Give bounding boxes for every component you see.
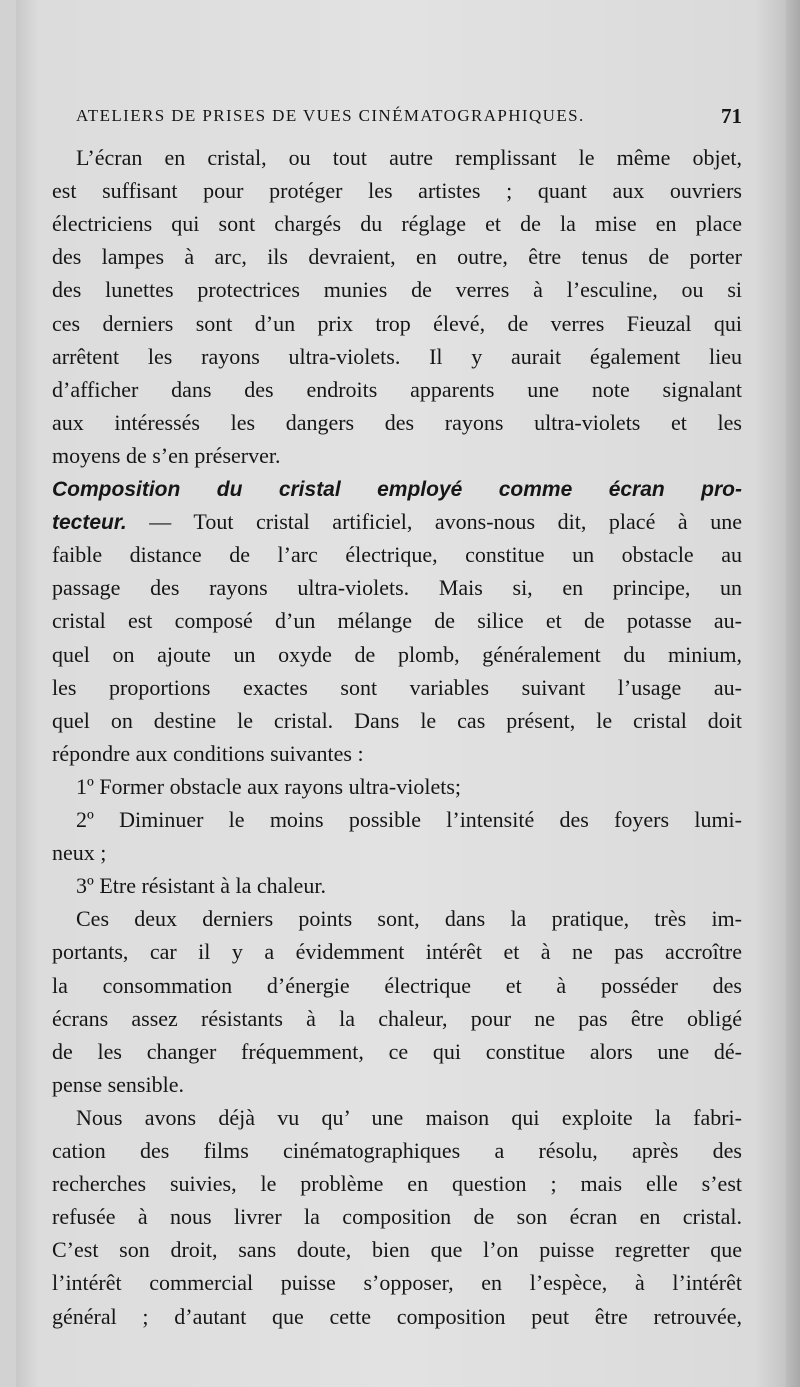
text-line: [52, 936, 742, 968]
text-line: [76, 903, 742, 935]
text-line: [52, 639, 742, 671]
line-text: de les changer fréquemment, ce qui constitue alors une dé-: [52, 1038, 742, 1064]
line-text: refusée à nous livrer la composition de son écran en cristal.: [52, 1204, 742, 1230]
line-text: Nous avons déjà vu qu’ une maison qui exploite la fabri-: [76, 1104, 742, 1130]
line-text: L’écran en cristal, ou tout autre remplissant le même objet,: [76, 145, 742, 170]
text-line: [76, 804, 742, 836]
line-text: aux intéressés les dangers des rayons ultra-violets et les: [52, 409, 742, 435]
text-line: [52, 539, 742, 571]
text-line: [52, 440, 742, 472]
text-line: [52, 572, 742, 604]
text-line: [52, 705, 742, 737]
line-text: les proportions exactes sont variables suivant l’usage au-: [52, 674, 742, 700]
section-heading: tecteur.: [52, 511, 127, 535]
line-text: cristal est composé d’un mélange de silice et de potasse au-: [52, 608, 742, 634]
text-line: [76, 870, 742, 902]
text-line: [52, 241, 742, 273]
text-line: [52, 208, 742, 240]
line-text: des lampes à arc, ils devraient, en outre, être tenus de porter: [52, 244, 742, 270]
line-text: passage des rayons ultra-violets. Mais si, en principe, un: [52, 575, 742, 601]
text-line: [52, 506, 742, 538]
text-line: [52, 1069, 742, 1101]
text-line: [52, 308, 742, 340]
text-line: [52, 473, 742, 505]
text-line: [52, 672, 742, 704]
running-head: [76, 101, 742, 131]
text-line: [52, 1003, 742, 1035]
text-line: [52, 1201, 742, 1233]
line-text: arrêtent les rayons ultra-violets. Il y aurait également lieu: [52, 343, 742, 369]
line-text: ces derniers sont d’un prix trop élevé, de verres Fieuzal qui: [52, 310, 742, 336]
page-number: 71: [721, 104, 742, 128]
text-line: [52, 407, 742, 439]
line-text: Ces deux derniers points sont, dans la pratique, très im-: [76, 906, 742, 932]
section-heading: Composition du cristal employé comme écran pro-: [52, 478, 742, 501]
text-line: [52, 605, 742, 637]
scan-edge: [786, 0, 800, 1387]
text-line: [76, 142, 742, 174]
line-text: faible distance de l’arc électrique, constitue un obstacle au: [52, 542, 742, 568]
line-text: la consommation d’énergie électrique et à posséder des: [52, 972, 742, 998]
text-line: [52, 738, 742, 770]
line-text: pense sensible.: [52, 1071, 184, 1097]
text-line: [52, 274, 742, 306]
line-text: quel on ajoute un oxyde de plomb, généralement du minium,: [52, 641, 742, 667]
line-text: moyens de s’en préserver.: [52, 442, 281, 468]
line-text: C’est son droit, sans doute, bien que l’on puisse regretter que: [52, 1237, 742, 1263]
line-text: des lunettes protectrices munies de verres à l’esculine, ou si: [52, 277, 742, 303]
text-line: [52, 1301, 742, 1333]
line-text: 3º Etre résistant à la chaleur.: [76, 873, 326, 899]
text-line: [76, 771, 742, 803]
text-line: [52, 1267, 742, 1299]
line-text: 2º Diminuer le moins possible l’intensité des foyers lumi-: [76, 807, 742, 832]
line-text: est suffisant pour protéger les artistes ; quant aux ouvriers: [52, 178, 742, 204]
text-line: [52, 1036, 742, 1068]
line-text: recherches suivies, le problème en question ; mais elle s’est: [52, 1171, 742, 1197]
text-line: [52, 1168, 742, 1200]
line-text: portants, car il y a évidemment intérêt et à ne pas accroître: [52, 939, 742, 965]
running-head-title: ATELIERS DE PRISES DE VUES CINÉMATOGRAPHIQUES.: [76, 106, 585, 125]
text-line: [52, 374, 742, 406]
line-text: répondre aux conditions suivantes :: [52, 740, 364, 766]
line-text: général ; d’autant que cette composition peut être retrouvée,: [52, 1303, 742, 1329]
text-line: [52, 970, 742, 1002]
line-text: — Tout cristal artificiel, avons-nous dit, placé à une: [126, 509, 742, 535]
text-line: [52, 837, 742, 869]
line-text: d’afficher dans des endroits apparents une note signalant: [52, 376, 742, 402]
line-text: l’intérêt commercial puisse s’opposer, en l’espèce, à l’intérêt: [52, 1270, 742, 1296]
text-line: [52, 1234, 742, 1266]
line-text: électriciens qui sont chargés du réglage et de la mise en place: [52, 211, 742, 237]
text-line: [76, 1102, 742, 1134]
line-text: cation des films cinématographiques a résolu, après des: [52, 1138, 742, 1163]
line-text: écrans assez résistants à la chaleur, pour ne pas être obligé: [52, 1005, 742, 1031]
line-text: 1º Former obstacle aux rayons ultra-violets;: [76, 773, 461, 799]
text-line: [52, 175, 742, 207]
text-line: [52, 341, 742, 373]
line-text: neux ;: [52, 840, 107, 866]
text-line: [52, 1135, 742, 1167]
line-text: quel on destine le cristal. Dans le cas présent, le cristal doit: [52, 707, 742, 733]
